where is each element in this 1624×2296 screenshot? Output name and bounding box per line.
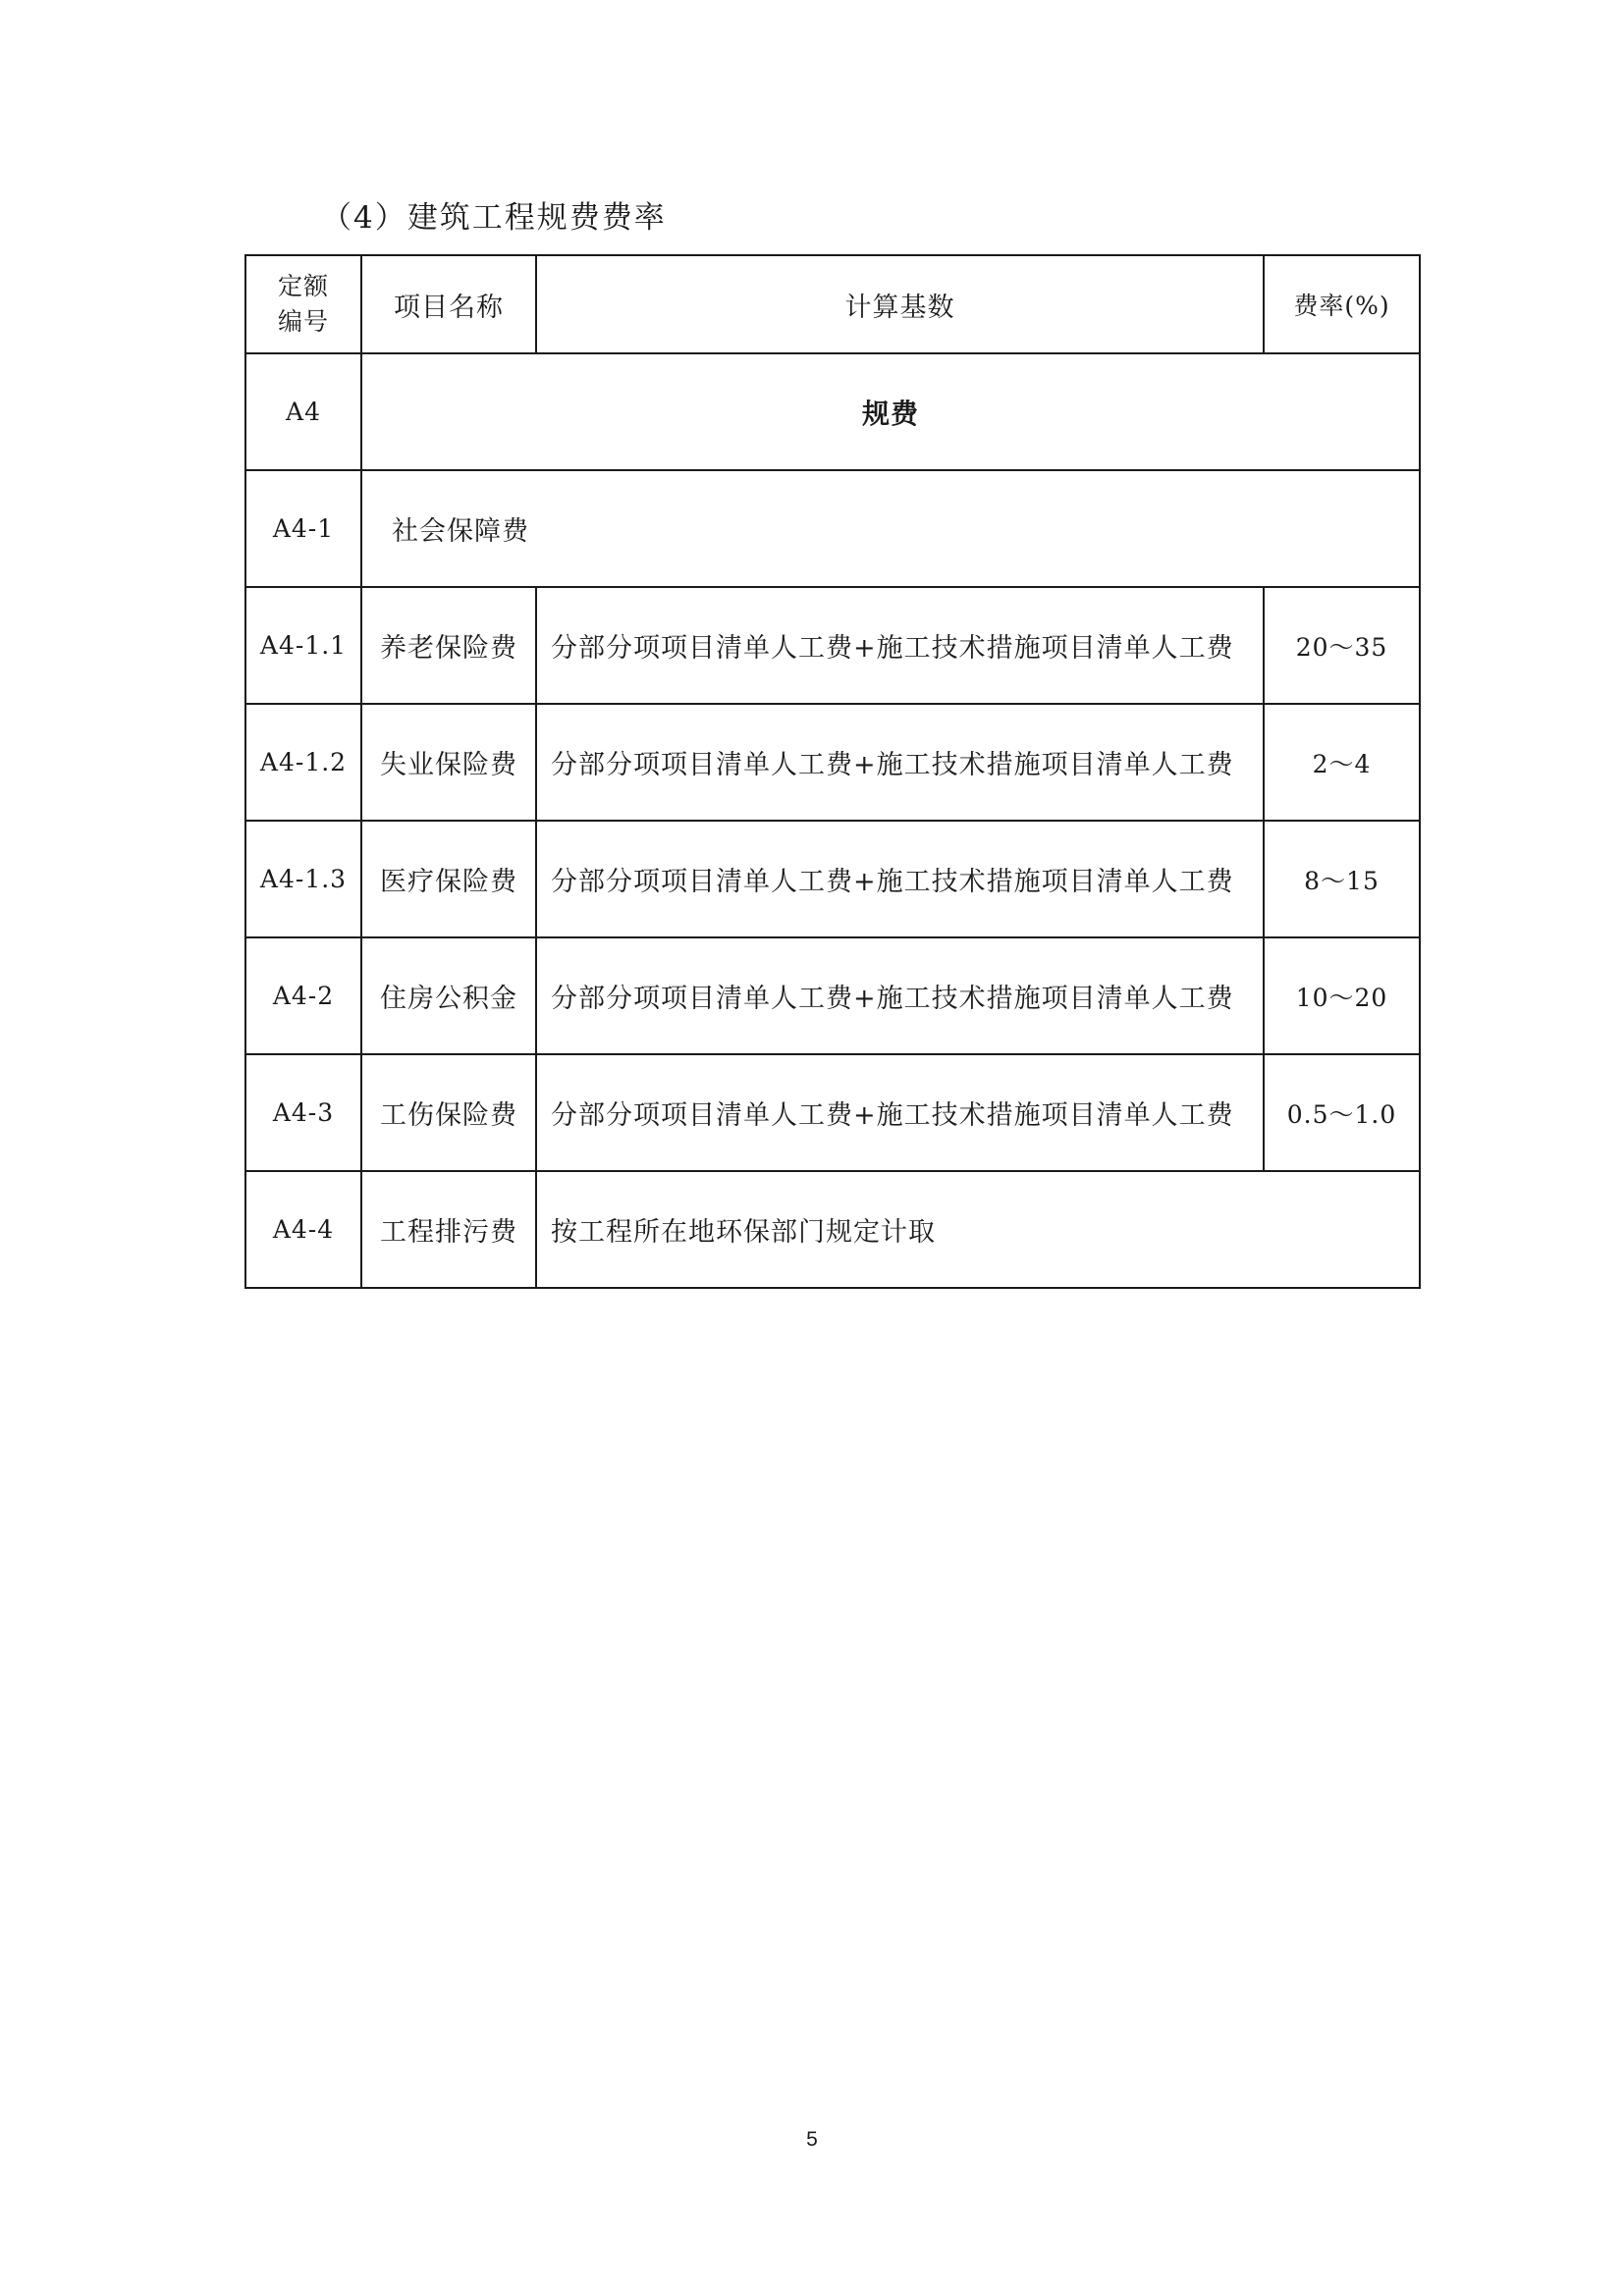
row-name-cell: 失业保险费 [361,704,536,821]
row-name-cell: 工程排污费 [361,1171,536,1288]
row-base-cell: 分部分项项目清单人工费+施工技术措施项目清单人工费 [536,587,1264,704]
subgroup-name-cell: 社会保障费 [361,470,1420,587]
table-row [245,937,1420,1054]
row-name-cell: 医疗保险费 [361,821,536,937]
row-base-cell: 分部分项项目清单人工费+施工技术措施项目清单人工费 [536,704,1264,821]
row-rate-cell: 8～15 [1264,821,1420,937]
subgroup-row [245,470,1420,587]
table-row [245,1054,1420,1171]
row-code-cell: A4-1.1 [245,587,361,704]
row-name-cell: 住房公积金 [361,937,536,1054]
row-name-cell: 养老保险费 [361,587,536,704]
row-code-cell: A4-2 [245,937,361,1054]
table-row-last [245,1171,1420,1288]
table-row [245,704,1420,821]
header-code-line2: 编号 [277,307,329,336]
header-rate-cell: 费率(%) [1264,255,1420,353]
row-base-cell: 分部分项项目清单人工费+施工技术措施项目清单人工费 [536,1054,1264,1171]
page-number: 5 [806,2128,818,2151]
group-title-cell: 规费 [361,353,1420,470]
row-rate-cell: 0.5～1.0 [1264,1054,1420,1171]
row-rate-cell: 20～35 [1264,587,1420,704]
row-code-cell: A4-3 [245,1054,361,1171]
table-row [245,587,1420,704]
group-code-cell: A4 [245,353,361,470]
row-base-cell: 分部分项项目清单人工费+施工技术措施项目清单人工费 [536,937,1264,1054]
table-row [245,821,1420,937]
row-code-cell: A4-1.2 [245,704,361,821]
row-code-cell: A4-4 [245,1171,361,1288]
header-name-cell: 项目名称 [361,255,536,353]
section-heading: （4）建筑工程规费费率 [321,200,667,236]
subgroup-code-cell: A4-1 [245,470,361,587]
row-rate-cell: 10～20 [1264,937,1420,1054]
row-base-cell: 分部分项项目清单人工费+施工技术措施项目清单人工费 [536,821,1264,937]
header-base-cell: 计算基数 [536,255,1264,353]
row-code-cell: A4-1.3 [245,821,361,937]
row-rate-cell: 2～4 [1264,704,1420,821]
table-header-row [245,255,1420,353]
header-code-line1: 定额 [277,272,329,300]
row-name-cell: 工伤保险费 [361,1054,536,1171]
group-row [245,353,1420,470]
row-base-cell: 按工程所在地环保部门规定计取 [536,1171,1420,1288]
fee-rate-table [244,254,1421,1289]
header-code-cell [245,255,361,353]
